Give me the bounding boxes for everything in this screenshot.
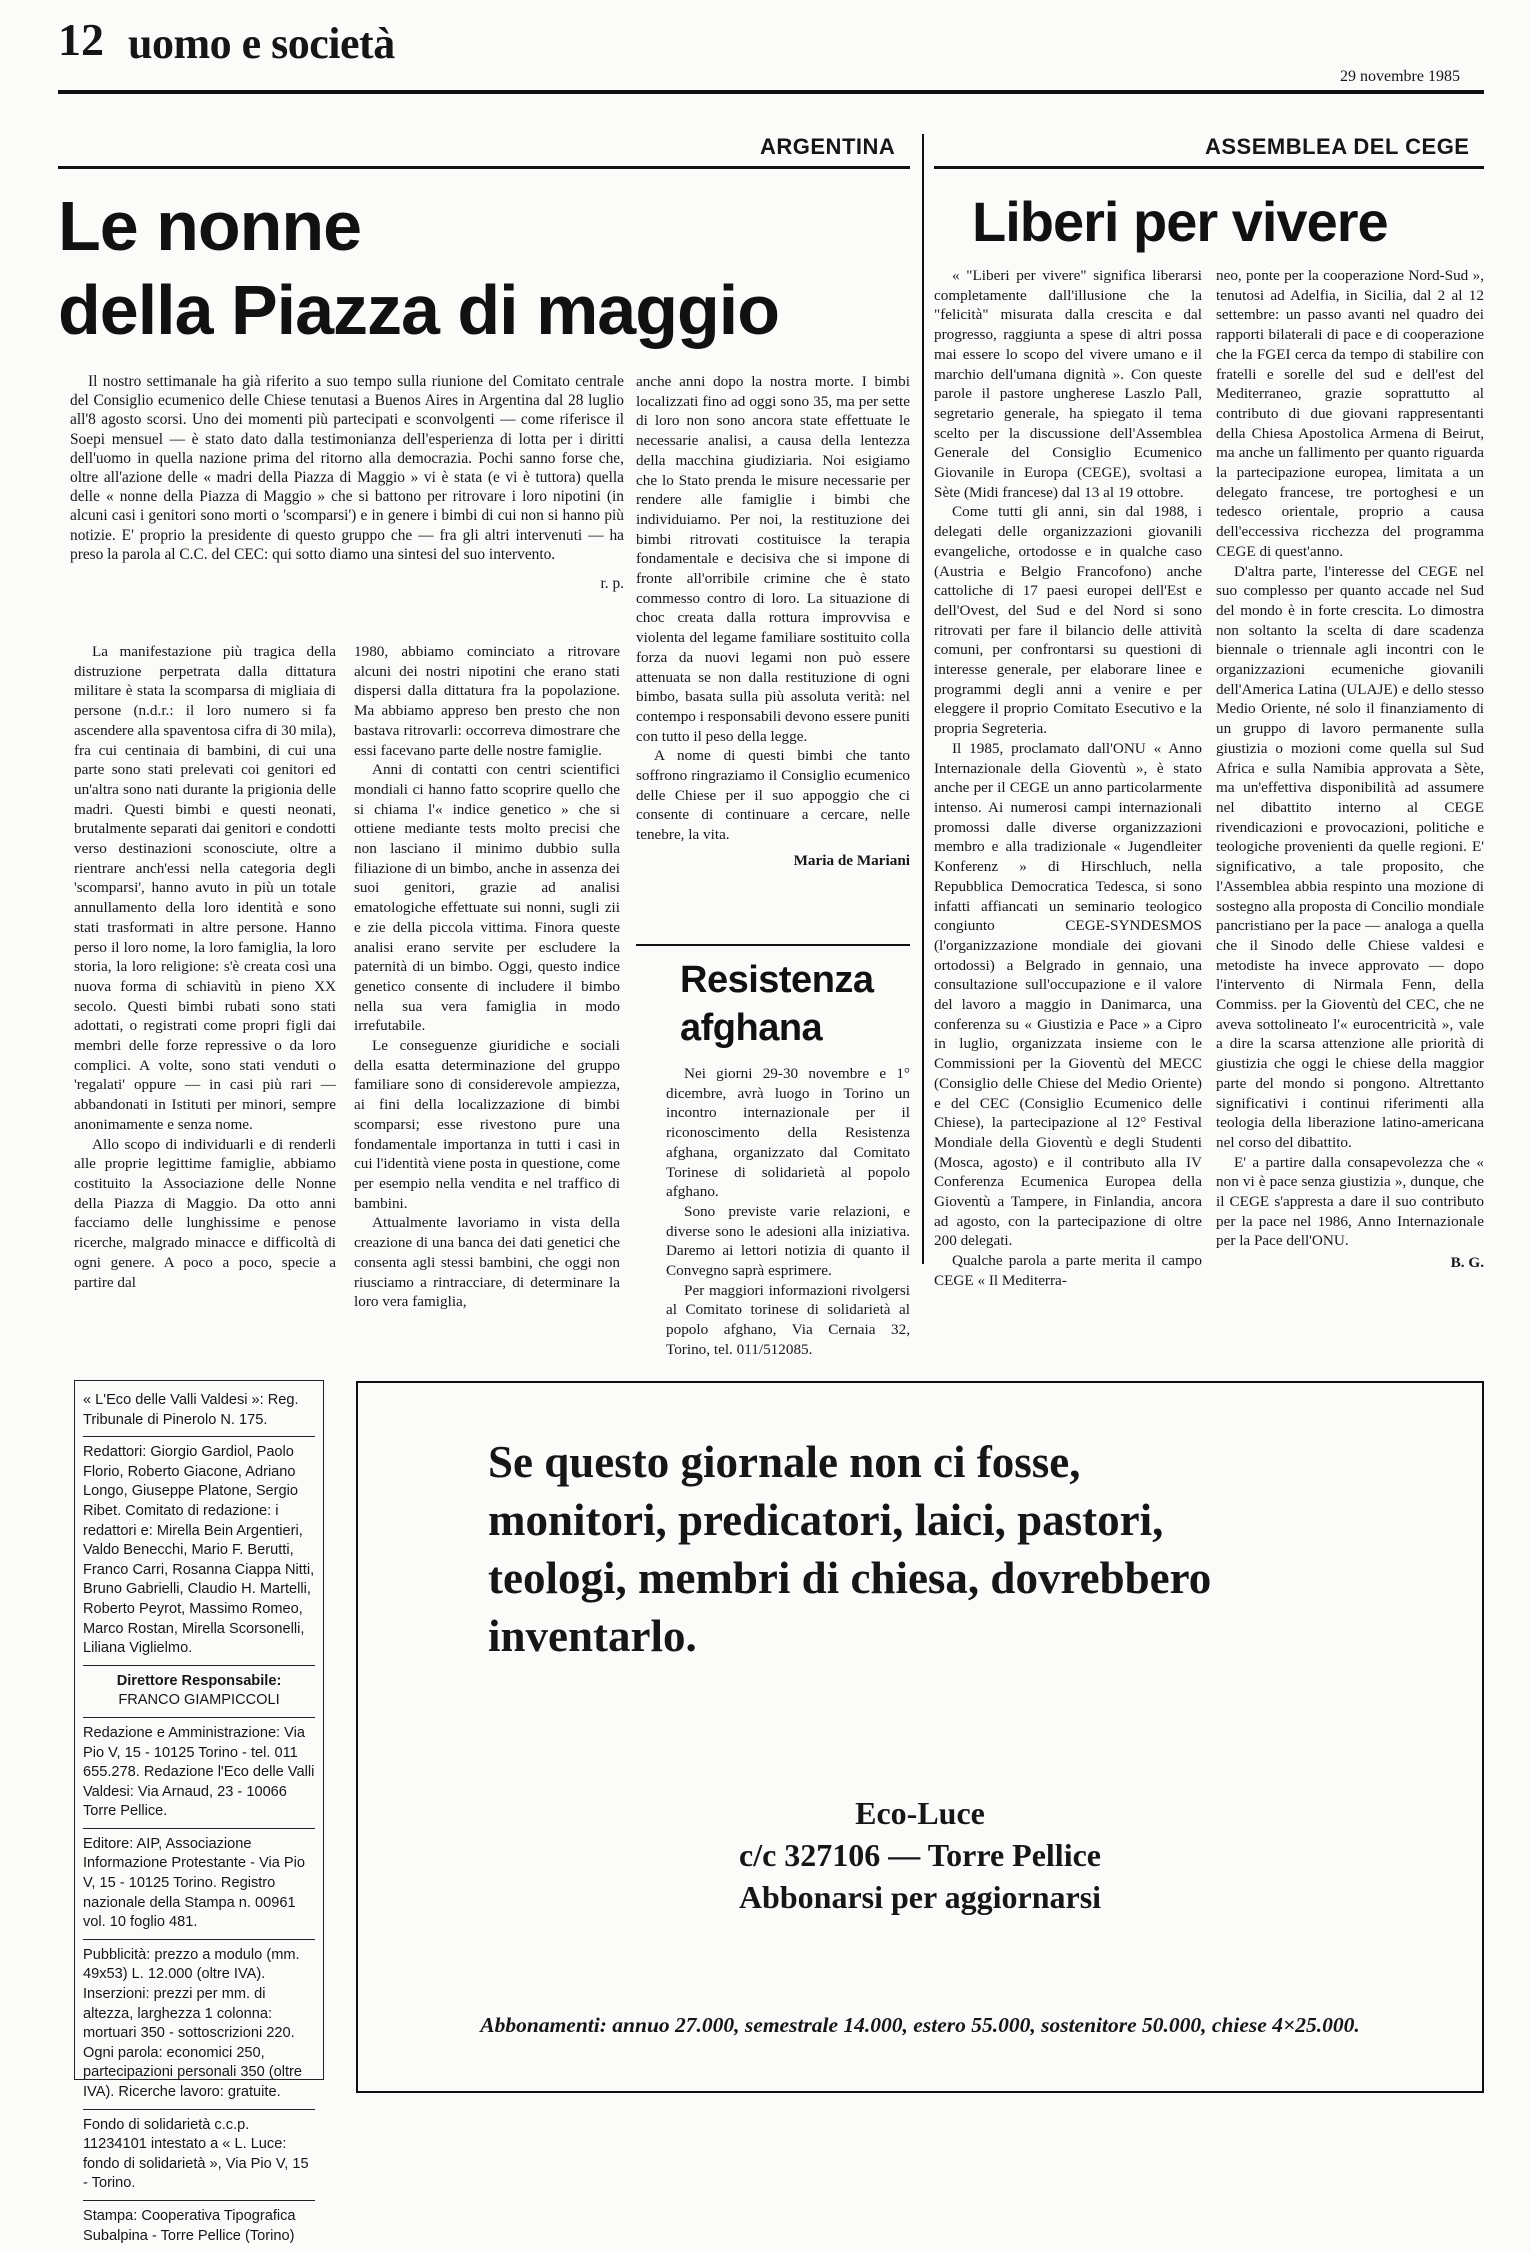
ad-line-2: monitori, predicatori, laici, pastori, [488,1495,1164,1545]
nonne-intro: Il nostro settimanale ha già riferito a suo tempo sulla riunione del Comitato centrale del Consiglio ecumenico delle Chiese tenutasi a Buenos Aires in Argentina dal 28 luglio all'8 agosto scorsi. Uno dei momenti più partecipati e sconvolgenti — come riferisce il Soepi mensuel — è stato dato dalla testimonianza dell'esperienza di lotta per i diritti dell'uomo in quella nazione prima del ritorno alla democrazia. Pochi sanno forse che, oltre all'azione delle « madri della Piazza di Maggio » vi è stata (e vi è tuttora) quella delle « nonne della Piazza di Maggio » che si battono per ritrovare i loro nipotini (in alcuni casi i genitori sono morti o 'scomparsi') e in genere i bimbi di cui non si hanno più notizie. E' proprio la presidente di questo gruppo che — fra gli altri intervenuti — ha preso la parola al C.C. del CEC: qui sotto diamo una sintesi del suo intervento. r. p. [70,373,624,593]
ad-line-3: teologi, membri di chiesa, dovrebbero [488,1553,1212,1603]
nonne-column-c: anche anni dopo la nostra morte. I bimbi localizzati fino ad oggi sono 35, ma per sette di loro non sono ancora state effettuate le necessarie analisi, a causa della lentezza della macchina giudiziaria. Noi esigiamo che lo Stato prenda le misure necessarie per rendere alle famiglie i bimbi che individuiamo. Per noi, la restituzione dei bimbi ritrovati costituisce la terapia fondamentale e decisiva che si impone di fronte all'orribile crimine che è stato commesso contro di loro. La situazione di choc creata dalla rottura improvvisa e violenta del legame familiare sostituito colla forza da nuovi legami non può essere attenuata se non dalla restituzione di ogni bimbo, basata sulla più assoluta verità: nel contempo i responsabili devono essere puniti con tutto il peso della legge. A nome di questi bimbi che tanto soffrono ringraziamo il Consiglio ecumenico delle Chiese per il suo appoggio che ci consente di continuare a cercare, nelle tenebre, la vita. Maria de Mariani [636,373,910,869]
ad-postal-account: c/c 327106 — Torre Pellice [739,1837,1101,1873]
cege-signature: B. G. [1450,1254,1484,1272]
cege-column-b: neo, ponte per la cooperazione Nord-Sud », tenutosi ad Adelfia, in Sicilia, dal 2 al 12 settembre: un passo avanti nel quadro dei rapporti bilaterali di pace e di cooperazione che la FGEI cerca da tempo di stabilire con fratelli e sorelle del sud e dell'est del Mediterraneo, grazie soprattutto al contributo di due giovani rappresentanti della Chiesa Apostolica Armena di Beirut, ma anche un fallimento per quanto riguarda la partecipazione europea, limitata a un delegato francese, tre portoghesi e un tedesco orientale, proprio a causa dell'eccessiva ricchezza del programma CEGE di quest'anno. D'altra parte, l'interesse del CEGE nel suo complesso per quanto accade nel Sud del mondo è in forte crescita. Lo dimostra non soltanto la scelta di dare scadenza biennale o triennale agli incontri con le organizzazioni ecumeniche giovanili dell'America Latina (ULAJE) e dello stesso Medio Oriente, né solo il finanziamento di un gruppo di lavoro permanente sulla giustizia o mozioni come quella sul Sud Africa e sulla Namibia approvata a Sète, ma un'effettiva disponibilità ad assumere nel dibattito interno al CEGE rivendicazioni e provocazioni, politiche e teologiche provenienti da quelle regioni. E' significativo, a tale proposito, che l'Assemblea abbia respinto una mozione di sostegno alla proposta di Concilio mondiale pancristiano per la pace — analoga a quella che il Sinodo delle Chiese valdesi e metodiste ha invece approvato — dopo l'intervento di Nirmala Fenn, della Commiss. per la Gioventù del CEC, che ne aveva sottolineato l'« eurocentricità », vale a dire la scarsa attenzione alle priorità di giustizia che oggi le chiese della maggior parte del mondo si pongono. Altrettanto significativi i continui riferimenti alla teologia della liberazione latino-americana nel corso del dibattito. E' a partire dalla consapevolezza che « non vi è pace senza giustizia », dunque, che il CEGE s'appresta a dare il suo contributo per la pace nel 1986, Anno Internazionale per la Pace dell'ONU. B. G. [1216,267,1484,1272]
subscription-ad [356,1381,1484,2093]
ad-line-4: inventarlo. [488,1611,697,1661]
cege-kicker: ASSEMBLEA DEL CEGE [1205,134,1470,159]
masthead-solidarity-fund: Fondo di solidarietà c.c.p. 11234101 intestato a « L. Luce: fondo di solidarietà », Via Pio V, 15 - Torino. [83,2110,315,2201]
ad-slogan: Abbonarsi per aggiornarsi [738,1879,1102,1915]
nonne-title-line1: Le nonne [58,187,362,265]
masthead-editors: Redattori: Giorgio Gardiol, Paolo Florio, Roberto Giacone, Adriano Longo, Giuseppe Platone, Sergio Ribet. Comitato di redazione: i redattori e: Mirella Bein Argentieri, Valdo Benecchi, Mario F. Berutti, Franco Carri, Rosanna Ciappa Nitti, Bruno Gabrielli, Claudio H. Martelli, Roberto Peyrot, Massimo Romeo, Marco Rostan, Mirella Scorsonelli, Liliana Viglielmo. [83,1437,315,1666]
ad-line-1: Se questo giornale non ci fosse, [488,1437,1081,1487]
header-rule [58,90,1484,94]
ad-subscription-rates: Abbonamenti: annuo 27.000, semestrale 14.000, estero 55.000, sostenitore 50.000, chiese 4×25.000. [480,2013,1360,2037]
nonne-column-a: La manifestazione più tragica della distruzione perpetrata dalla dittatura militare è stata la scomparsa di migliaia di persone (n.d.r.: il loro numero si fa ascendere alla spaventosa cifra di 30 mila), fra cui centinaia di bambini, di cui una parte sono stati prelevati coi genitori ed un'altra sono nati durante la prigionia delle madri. Questi bimbi e questi neonati, brutalmente separati dai genitori e condotti verso destinazioni sconosciute, oltre a rientrare anch'essi nella categoria degli 'scomparsi', hanno avuto in più un totale annullamento della loro identità e sono stati trasformati in altre persone. Hanno perso il loro nome, la loro famiglia, la loro storia, la loro religione: s'è creata così una nuova forma di schiavitù in pieno XX secolo. Questi bimbi rubati sono stati adottati, o registrati come propri figli dai membri delle forze repressive o da loro complici. A volte, sono stati venduti o 'regalati' oppure — in casi più rari — abbandonati in Istituti per minori, sempre anonimamente e senza nome. Allo scopo di individuarli e di renderli alle proprie legittime famiglie, abbiamo costituito la Associazione delle Nonne della Piazza di Maggio. Da otto anni facciamo delle lunghissime e penose ricerche, malgrado minacce e difficoltà di ogni genere. A poco a poco, specie a partire dal [74,643,336,1291]
masthead-box [74,1380,324,2244]
nonne-title-line2: della Piazza di maggio [58,271,779,349]
masthead-director: Direttore Responsabile: FRANCO GIAMPICCOLI [83,1666,315,1718]
argentina-kicker: ARGENTINA [760,134,896,159]
page-number: 12 [58,14,104,65]
masthead-advertising: Pubblicità: prezzo a modulo (mm. 49x53) L. 12.000 (oltre IVA). Inserzioni: prezzi per mm. di altezza, larghezza 1 colonna: mortuari 350 - sottoscrizioni 220. Ogni parola: economici 250, partecipazioni personali 350 (oltre IVA). Ricerche lavoro: gratuite. [83,1940,315,2110]
cege-title: Liberi per vivere [972,190,1388,253]
cege-column-a: « "Liberi per vivere" significa liberarsi completamente dall'illusione che la "felicità" misurata dalla crescita e dal progresso, raggiunta a spese di altri possa mai essere lo scopo del vivere umano e il marchio dell'umana dignità ». Con queste parole il pastore ungherese Laszlo Pall, segretario generale, ha spiegato il tema scelto per la discussione dell'Assemblea Generale del Consiglio Ecumenico Giovanile in Europa (CEGE), svoltasi a Sète (Midi francese) dal 13 al 19 ottobre. Come tutti gli anni, sin dal 1988, i delegati delle organizzazioni giovanili evangeliche, ortodosse e in qualche caso (Austria e Belgio Francofono) anche cattoliche di 17 paesi europei dell'Est e dell'Ovest, del Sud e del Nord si sono ritrovati per fare il bilancio delle attività comuni, per confrontarsi su questioni di interesse generale, per elaborare linee e programmi degli anni a venire e per eleggere il proprio Comitato Esecutivo e la propria Segreteria. Il 1985, proclamato dall'ONU « Anno Internazionale della Gioventù », è stato anche per il CEGE un anno particolarmente intenso. Ai numerosi campi internazionali promossi dalle diverse organizzazioni membro e alla tradizionale « Jugendleiter Konferenz » di Hirschluch, nella Repubblica Democratica Tedesca, si sono infatti affiancati un seminario teologico congiunto CEGE-SYNDESMOS (l'organizzazione mondiale dei giovani ortodossi) a Belgrado in gennaio, una consultazione sull'occupazione e il valore del lavoro a maggio in Danimarca, una conferenza su « Giustizia e Pace » a Cipro in luglio, organizzata insieme con le Commissioni per la Gioventù del MECC (Consiglio delle Chiese del Medio Oriente) e del CEC (Consiglio Ecumenico delle Chiese), la partecipazione al 12° Festival Mondiale della Gioventù e degli Studenti (Mosca, agosto) e il contributo alla IV Conferenza Ecumenica Europea della Gioventù a Tampere, in Finlandia, ancora ad agosto, con la partecipazione di oltre 200 delegati. Qualche parola a parte merita il campo CEGE « Il Mediterra- [934,267,1202,1289]
resistenza-top-rule [636,944,910,946]
right-kicker-rule [934,166,1484,169]
intro-signature: r. p. [600,575,624,593]
issue-date: 29 novembre 1985 [1340,68,1460,85]
mariani-signature: Maria de Mariani [793,851,910,869]
left-kicker-rule [58,166,910,169]
masthead-address: Redazione e Amministrazione: Via Pio V, 15 - 10125 Torino - tel. 011 655.278. Redazione l'Eco delle Valli Valdesi: Via Arnaud, 23 - 10066 Torre Pellice. [83,1718,315,1829]
masthead-printer: Stampa: Cooperativa Tipografica Subalpina - Torre Pellice (Torino) [83,2207,296,2244]
nonne-column-b: 1980, abbiamo cominciato a ritrovare alcuni dei nostri nipotini che erano stati dispersi dalla dittatura fra la popolazione. Ma abbiamo appreso ben presto che non bastava ritrovarli: occorreva dimostrare che essi facevano parte delle nostre famiglie. Anni di contatti con centri scientifici mondiali ci hanno fatto scoprire quello che si chiama l'« indice genetico » che si ottiene mediante tests molto precisi che non lasciano il minimo dubbio sulla filiazione di un bimbo, anche in assenza dei suoi genitori, grazie ad analisi ematologiche effettuate sui nonni, sugli zii e zie della piccola vittima. Finora queste analisi erano servite per escludere la paternità di un bimbo. Oggi, questo indice genetico consente di includere il bimbo nella sua vera famiglia in modo irrefutabile. Le conseguenze giuridiche e sociali della esatta determinazione del gruppo familiare sono di considerevole ampiezza, ai fini della localizzazione di bimbi scomparsi; esse rivestono pure una fondamentale importanza in tutti i casi in cui l'identità viene posta in questione, come per esempio nella vendita e nel traffico di bambini. Attualmente lavoriamo in vista della creazione di una banca dei dati genetici che consenta agli stessi bambini, che oggi non riusciamo a rintracciare, di determinare la loro vera famiglia, [354,643,620,1311]
masthead-publisher: Editore: AIP, Associazione Informazione Protestante - Via Pio V, 15 - 10125 Torino. Registro nazionale della Stampa n. 00961 vol. 10 foglio 481. [83,1829,315,1940]
ad-eco-luce: Eco-Luce [855,1795,985,1831]
resistenza-body: Nei giorni 29-30 novembre e 1° dicembre, avrà luogo in Torino un incontro internazionale per il riconoscimento della Resistenza afghana, organizzato dal Comitato Torinese di solidarietà al popolo afghano. Sono previste varie relazioni, e diverse sono le adesioni alla iniziativa. Daremo ai lettori notizia di quanto il Convegno saprà esprimere. Per maggiori informazioni rivolgersi al Comitato torinese di solidarietà al popolo afghano, Via Cernaia 32, Torino, tel. 011/512085. [666,1065,910,1358]
center-vertical-rule [922,134,924,1264]
section-title: uomo e società [128,19,395,68]
resistenza-title-line2: afghana [680,1007,823,1049]
masthead-registration: « L'Eco delle Valli Valdesi »: Reg. Tribunale di Pinerolo N. 175. [83,1385,315,1437]
resistenza-title-line1: Resistenza [680,959,874,1001]
